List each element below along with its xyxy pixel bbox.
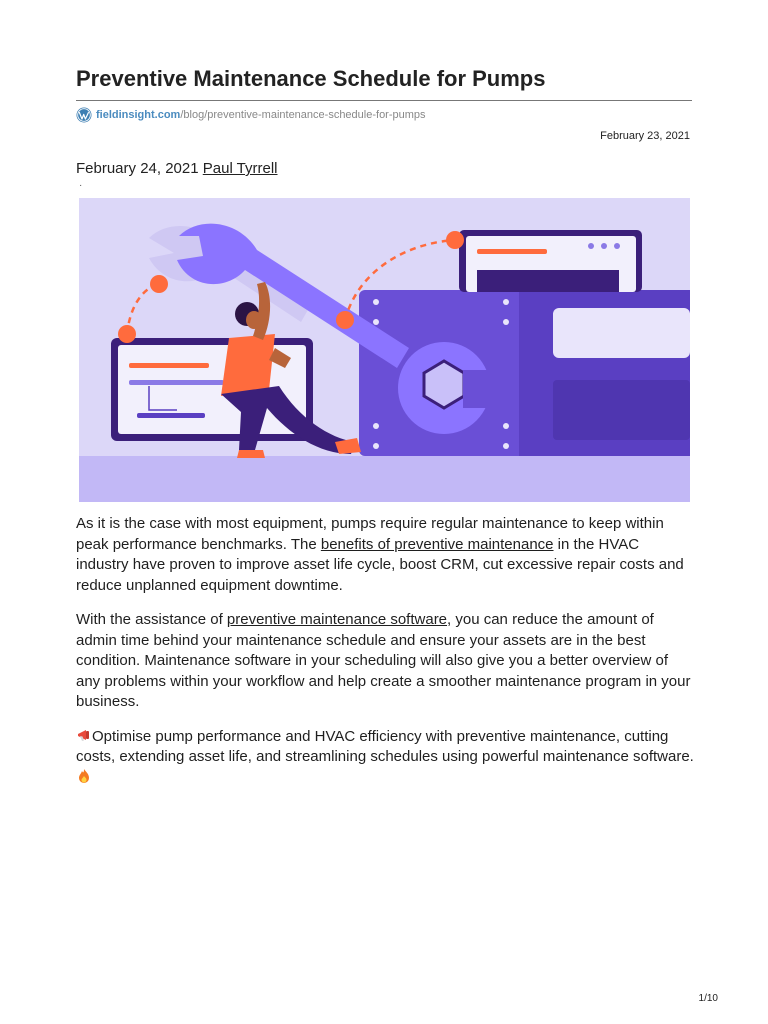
title-divider xyxy=(76,100,692,101)
paragraph-2: With the assistance of preventive maintenance software, you can reduce the amount of admin time behind your maintenance schedule and ensure your assets are in the best condition. Maintenance software in your scheduling will also give you a better overview of any problems within your workflow and help create a smoother maintenance program in your business. xyxy=(76,611,691,710)
separator-dot: · xyxy=(79,180,83,191)
paragraph-3: Optimise pump performance and HVAC efficiency with preventive maintenance, cutting costs, extending asset life, and streamlining schedules using powerful maintenance software. xyxy=(76,727,694,789)
wordpress-icon xyxy=(76,107,92,123)
byline xyxy=(76,160,278,177)
source-path[interactable]: /blog/preventive-maintenance-schedule-for-pumps xyxy=(180,109,426,121)
paragraph-1: As it is the case with most equipment, pumps require regular maintenance to keep within peak performance benchmarks. The benefits of preventive maintenance in the HVAC industry have proven to improve asset life cycle, boost CRM, cut excessive repair costs and reduce unplanned equipment downtime. xyxy=(76,515,684,594)
benefits-link[interactable]: benefits of preventive maintenance xyxy=(320,535,554,553)
fire-icon xyxy=(76,768,92,784)
page-title: Preventive Maintenance Schedule for Pumps xyxy=(76,66,546,91)
page-number: 1/10 xyxy=(698,993,718,1004)
article-body xyxy=(76,514,694,802)
capture-date: February 23, 2021 xyxy=(600,130,690,142)
author-link[interactable]: Paul Tyrrell xyxy=(202,160,278,177)
source-line[interactable] xyxy=(76,107,426,123)
software-link[interactable]: preventive maintenance software xyxy=(226,611,448,628)
publish-date: February 24, 2021 xyxy=(76,160,199,177)
hero-illustration xyxy=(79,198,690,502)
source-domain[interactable]: fieldinsight.com xyxy=(96,109,181,121)
megaphone-icon xyxy=(76,727,92,743)
